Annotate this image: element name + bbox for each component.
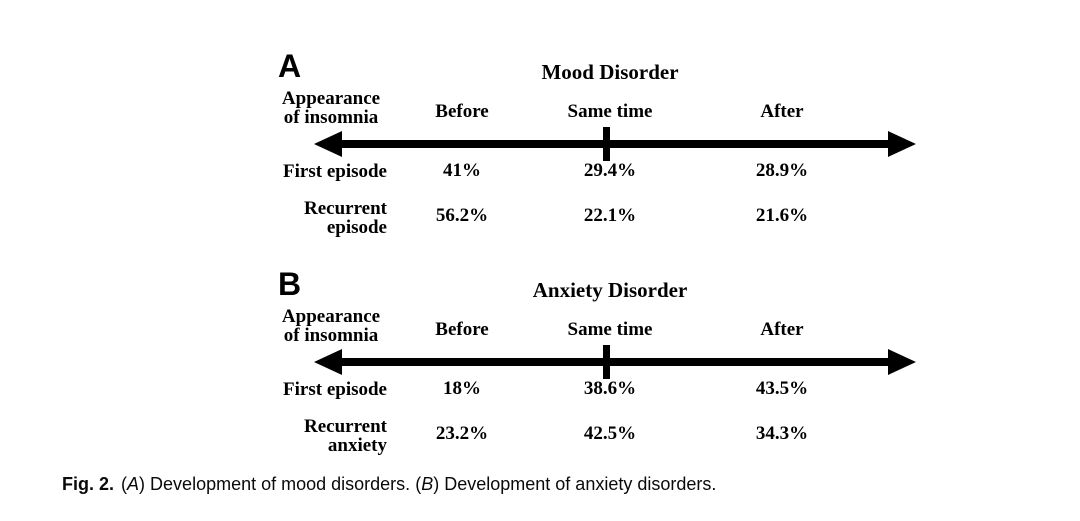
row-label-first-episode: First episode	[283, 379, 387, 400]
caption-b-letter: B	[421, 474, 434, 494]
value-cell: 29.4%	[583, 160, 637, 181]
column-header-after: After	[760, 319, 804, 340]
column-header-same-time: Same time	[567, 101, 653, 122]
value-cell: 56.2%	[435, 205, 489, 226]
caption-b-text: Development of anxiety disorders.	[444, 474, 717, 494]
column-header-same-time: Same time	[567, 319, 653, 340]
axis-label-line1: Appearance	[281, 306, 381, 327]
timeline-shaft	[330, 140, 900, 148]
caption-b-open: (	[415, 474, 422, 494]
caption-a-letter: A	[127, 474, 140, 494]
timeline-arrow	[312, 344, 918, 380]
caption-b-close: )	[433, 474, 440, 494]
value-cell: 22.1%	[583, 205, 637, 226]
caption-a-text: Development of mood disorders.	[150, 474, 411, 494]
value-cell: 28.9%	[755, 160, 809, 181]
row-label-recurrent-anxiety	[275, 417, 387, 455]
panel-a-label: A	[278, 48, 302, 84]
arrowhead-left-icon	[314, 349, 342, 375]
value-cell: 38.6%	[583, 378, 637, 399]
value-cell: 42.5%	[583, 423, 637, 444]
axis-label-appearance-of-insomnia	[275, 307, 387, 345]
row-label-line2: anxiety	[327, 435, 387, 456]
axis-label-appearance-of-insomnia	[275, 89, 387, 127]
arrowhead-left-icon	[314, 131, 342, 157]
row-label-first-episode: First episode	[283, 161, 387, 182]
same-time-tick	[603, 345, 610, 379]
value-cell: 41%	[443, 160, 481, 181]
figure-caption	[62, 471, 1022, 497]
same-time-tick	[603, 127, 610, 161]
column-header-before: Before	[435, 319, 489, 340]
panel-a	[0, 0, 1080, 238]
panel-a-title: Mood Disorder	[541, 60, 679, 84]
timeline-shaft	[330, 358, 900, 366]
row-label-line1: Recurrent	[303, 416, 387, 437]
caption-a-open: (	[121, 474, 128, 494]
row-label-line1: Recurrent	[303, 198, 387, 219]
arrowhead-right-icon	[888, 131, 916, 157]
arrowhead-right-icon	[888, 349, 916, 375]
column-header-after: After	[760, 101, 804, 122]
value-cell: 43.5%	[755, 378, 809, 399]
axis-label-line2: of insomnia	[283, 325, 379, 346]
value-cell: 18%	[443, 378, 481, 399]
caption-fig-label: Fig. 2.	[62, 474, 115, 494]
timeline-arrow	[312, 126, 918, 162]
panel-b-label: B	[278, 266, 302, 302]
value-cell: 21.6%	[755, 205, 809, 226]
column-header-before: Before	[435, 101, 489, 122]
panel-b	[0, 218, 1080, 456]
caption-a-close: )	[139, 474, 146, 494]
value-cell: 23.2%	[435, 423, 489, 444]
value-cell: 34.3%	[755, 423, 809, 444]
panel-b-title: Anxiety Disorder	[532, 278, 688, 302]
axis-label-line2: of insomnia	[283, 107, 379, 128]
row-label-line2: episode	[326, 217, 387, 238]
axis-label-line1: Appearance	[281, 88, 381, 109]
